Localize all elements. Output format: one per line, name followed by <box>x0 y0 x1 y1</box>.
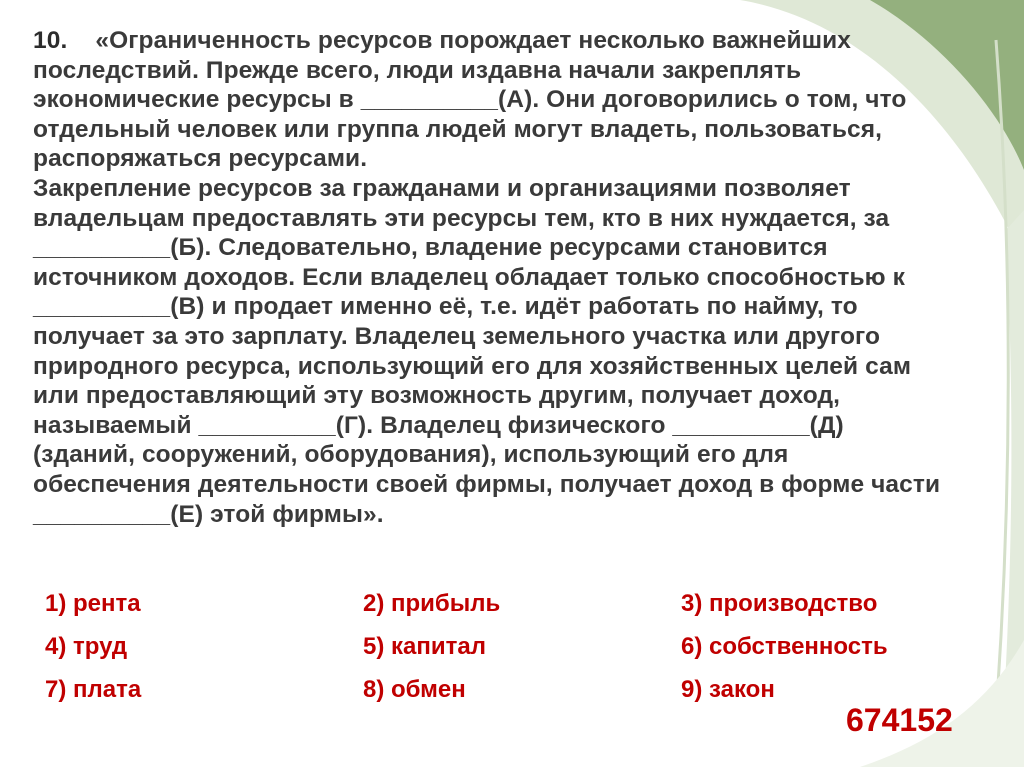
options-row <box>45 672 945 715</box>
task-line: или предоставляющий эту возможность другим, получает доход, <box>33 382 841 410</box>
option-item: 8) обмен <box>363 676 466 703</box>
task-line: __________(Е) этой фирмы». <box>33 500 384 528</box>
task-block <box>33 26 988 529</box>
task-line: «Ограниченность ресурсов порождает несколько важнейших <box>95 27 852 54</box>
option-item: 9) закон <box>681 676 775 703</box>
option-item: 5) капитал <box>363 633 486 660</box>
task-line: источником доходов. Если владелец обладает только способностью к <box>33 263 905 291</box>
task-line: обеспечения деятельности своей фирмы, получает доход в форме части <box>33 470 941 498</box>
task-line: экономические ресурсы в __________(А). Они договорились о том, что <box>33 86 907 114</box>
task-number: 10. <box>33 27 68 54</box>
options-row <box>45 586 945 629</box>
options-row <box>45 629 945 672</box>
task-line: __________(В) и продает именно её, т.е. идёт работать по найму, то <box>33 293 858 321</box>
task-line: распоряжаться ресурсами. <box>33 145 368 173</box>
task-line: __________(Б). Следовательно, владение ресурсами становится <box>33 234 828 262</box>
task-line: последствий. Прежде всего, люди издавна начали закреплять <box>33 56 802 84</box>
option-item: 7) плата <box>45 676 142 703</box>
task-text <box>33 26 988 529</box>
answer-code: 674152 <box>846 702 953 738</box>
option-item: 6) собственность <box>681 633 888 660</box>
option-item: 1) рента <box>45 590 141 617</box>
task-line: владельцам предоставлять эти ресурсы тем, кто в них нуждается, за <box>33 204 890 232</box>
task-line: Закрепление ресурсов за гражданами и организациями позволяет <box>33 174 851 202</box>
task-line: называемый __________(Г). Владелец физического __________(Д) <box>33 411 844 439</box>
task-line: (зданий, сооружений, оборудования), использующий его для <box>33 441 789 469</box>
option-item: 2) прибыль <box>363 590 501 617</box>
task-line: получает за это зарплату. Владелец земельного участка или другого <box>33 322 881 350</box>
task-line: природного ресурса, использующий его для хозяйственных целей сам <box>33 352 912 380</box>
option-item: 4) труд <box>45 633 128 660</box>
task-line: отдельный человек или группа людей могут владеть, пользоваться, <box>33 115 883 143</box>
options-grid <box>45 586 945 715</box>
option-item: 3) производство <box>681 590 878 617</box>
